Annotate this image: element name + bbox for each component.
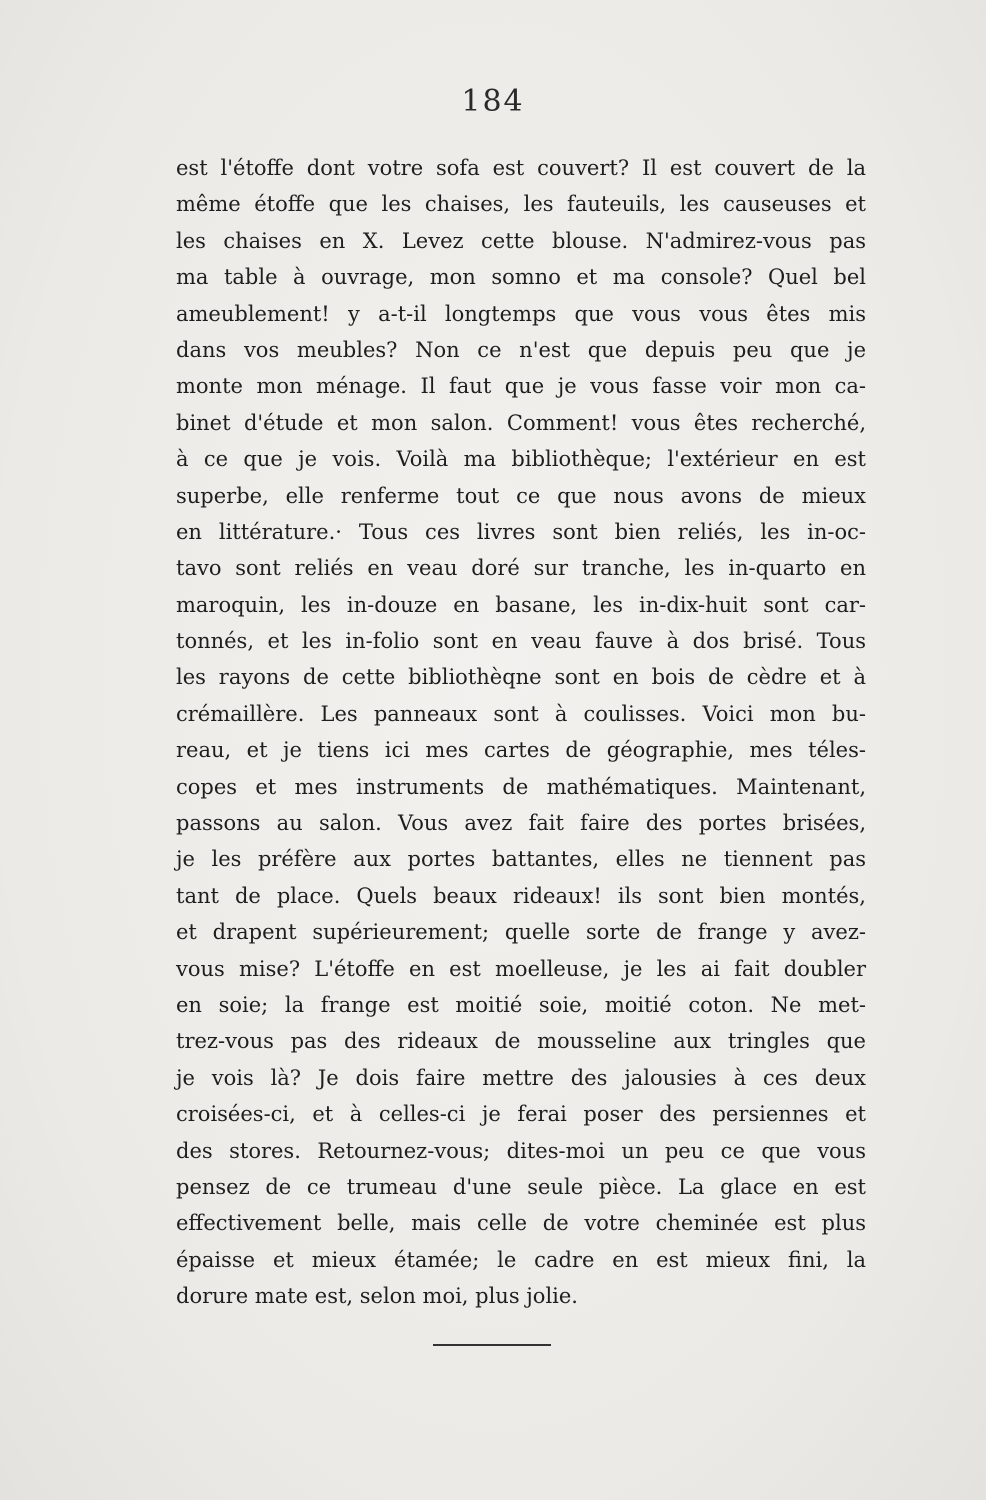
section-divider (433, 1344, 551, 1346)
body-text (176, 150, 866, 1315)
text-line: en soie; la frange est moitié soie, moitié coton. Ne met- (176, 992, 866, 1017)
page-number: 184 (461, 84, 525, 119)
text-line: passons au salon. Vous avez fait faire des portes brisées, (176, 811, 866, 836)
text-line: en littérature.· Tous ces livres sont bien reliés, les in-oc- (176, 519, 866, 544)
text-line: épaisse et mieux étamée; le cadre en est mieux fini, la (176, 1247, 866, 1272)
text-line: copes et mes instruments de mathématiques. Maintenant, (176, 774, 866, 799)
text-line: reau, et je tiens ici mes cartes de géographie, mes téles- (176, 738, 866, 763)
text-line: ma table à ouvrage, mon somno et ma console? Quel bel (176, 265, 866, 290)
text-line: et drapent supérieurement; quelle sorte de frange y avez- (176, 920, 866, 945)
text-line: maroquin, les in-douze en basane, les in-dix-huit sont car- (176, 592, 866, 617)
text-line: tonnés, et les in-folio sont en veau fauve à dos brisé. Tous (176, 629, 866, 654)
text-line: dans vos meubles? Non ce n'est que depuis peu que je (176, 337, 866, 362)
text-line: pensez de ce trumeau d'une seule pièce. La glace en est (176, 1174, 866, 1199)
text-line: les chaises en X. Levez cette blouse. N'admirez-vous pas (176, 228, 866, 253)
text-line: ameublement! y a-t-il longtemps que vous vous êtes mis (176, 301, 866, 326)
text-line: je les préfère aux portes battantes, elles ne tiennent pas (176, 847, 866, 872)
text-line: effectivement belle, mais celle de votre cheminée est plus (176, 1211, 866, 1236)
text-line: à ce que je vois. Voilà ma bibliothèque; l'extérieur en est (176, 447, 866, 472)
text-line: tant de place. Quels beaux rideaux! ils sont bien montés, (176, 883, 866, 908)
text-line: crémaillère. Les panneaux sont à coulisses. Voici mon bu- (176, 701, 866, 726)
text-line: monte mon ménage. Il faut que je vous fasse voir mon ca- (176, 374, 866, 399)
text-line: binet d'étude et mon salon. Comment! vous êtes recherché, (176, 410, 866, 435)
text-line: vous mise? L'étoffe en est moelleuse, je les ai fait doubler (176, 956, 866, 981)
text-line: est l'étoffe dont votre sofa est couvert? Il est couvert de la (176, 156, 866, 180)
text-line: superbe, elle renferme tout ce que nous avons de mieux (176, 483, 866, 508)
text-line: je vois là? Je dois faire mettre des jalousies à ces deux (176, 1065, 866, 1090)
text-line: trez-vous pas des rideaux de mousseline aux tringles que (176, 1029, 866, 1054)
text-line: des stores. Retournez-vous; dites-moi un peu ce que vous (176, 1138, 866, 1163)
text-line: croisées-ci, et à celles-ci je ferai poser des persiennes et (176, 1102, 866, 1127)
text-line: les rayons de cette bibliothèqne sont en bois de cèdre et à (176, 665, 866, 690)
text-line: même étoffe que les chaises, les fauteuils, les causeuses et (176, 192, 866, 217)
text-line: dorure mate est, selon moi, plus jolie. (176, 1284, 578, 1309)
text-line: tavo sont reliés en veau doré sur tranche, les in-quarto en (176, 556, 866, 581)
